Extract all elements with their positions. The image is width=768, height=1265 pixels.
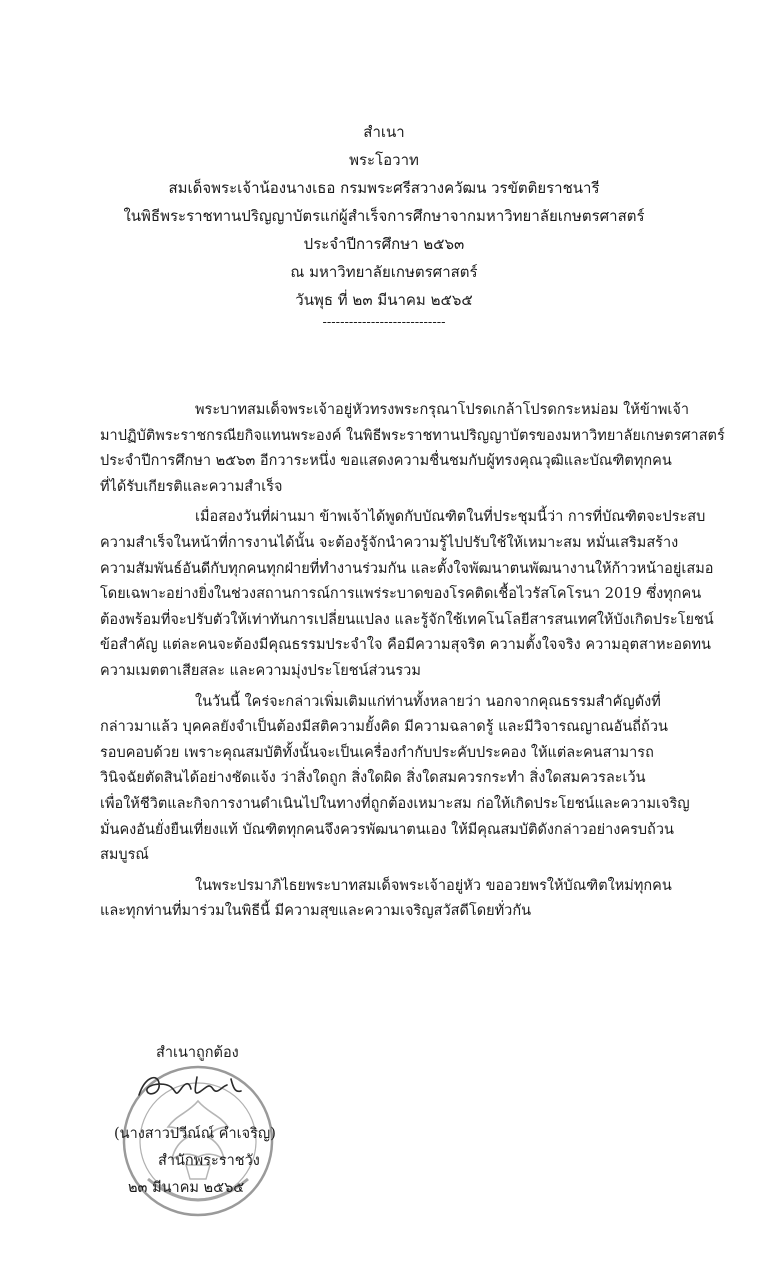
paragraph-line: ความสำเร็จในหน้าที่การงานได้นั้น จะต้องรู้จักนำความรู้ไปปรับใช้ให้เหมาะสม หมั่นเสริมสร้าง [100, 534, 679, 551]
header-line-academic-year: ประจำปีการศึกษา ๒๕๖๓ [303, 235, 465, 253]
header-line-venue: ณ มหาวิทยาลัยเกษตรศาสตร์ [290, 263, 478, 281]
header-line-speaker: สมเด็จพระเจ้าน้องนางเธอ กรมพระศรีสวางควัฒน วรขัตติยราชนารี [168, 179, 600, 197]
paragraph-line: วินิจฉัยตัดสินได้อย่างชัดแจ้ง ว่าสิ่งใดถูก สิ่งใดผิด สิ่งใดสมควรกระทำ สิ่งใดสมควรละเว้น [100, 770, 646, 787]
header-divider: ---------------------------- [322, 315, 446, 330]
document-header [0, 118, 768, 332]
certifier-name: (นางสาวปวีณ์ณ์ คำเจริญ) [114, 1126, 276, 1142]
paragraph-line: มาปฏิบัติพระราชกรณียกิจแทนพระองค์ ในพิธีพระราชทานปริญญาบัตรของมหาวิทยาลัยเกษตรศาสตร์ [100, 427, 725, 444]
paragraph-line: เมื่อสองวันที่ผ่านมา ข้าพเจ้าได้พูดกับบัณฑิตในที่ประชุมนี้ว่า การที่บัณฑิตจะประสบ [195, 509, 706, 526]
certification-block [100, 1041, 330, 1241]
paragraph-3 [100, 690, 720, 869]
paragraph-line: ในพระปรมาภิไธยพระบาทสมเด็จพระเจ้าอยู่หัว ขออวยพรให้บัณฑิตใหม่ทุกคน [195, 877, 672, 894]
paragraph-line: ความสัมพันธ์อันดีกับทุกคนทุกฝ่ายที่ทำงานร่วมกัน และตั้งใจพัฒนาตนพัฒนางานให้ก้าวหน้าอยู่เสมอ [100, 560, 714, 577]
paragraph-line: เพื่อให้ชีวิตและกิจการงานดำเนินไปในทางที่ถูกต้องเหมาะสม ก่อให้เกิดประโยชน์และความเจริญ [100, 795, 690, 812]
paragraph-4 [100, 874, 720, 925]
handwritten-signature-icon [135, 1067, 245, 1107]
header-line-ceremony: ในพิธีพระราชทานปริญญาบัตรแก่ผู้สำเร็จการศึกษาจากมหาวิทยาลัยเกษตรศาสตร์ [123, 207, 645, 225]
paragraph-line: ความเมตตาเสียสละ และความมุ่งประโยชน์ส่วนรวม [100, 662, 421, 679]
paragraph-line: สมบูรณ์ [100, 847, 149, 864]
paragraph-2 [100, 505, 720, 684]
paragraph-line: ที่ได้รับเกียรติและความสำเร็จ [100, 478, 283, 495]
header-line-date: วันพุธ ที่ ๒๓ มีนาคม ๒๕๖๕ [295, 291, 473, 309]
paragraph-line: ในวันนี้ ใคร่จะกล่าวเพิ่มเติมแก่ท่านทั้งหลายว่า นอกจากคุณธรรมสำคัญดังที่ [195, 693, 661, 710]
paragraph-line: ข้อสำคัญ แต่ละคนจะต้องมีคุณธรรมประจำใจ คือมีความสุจริต ความตั้งใจจริง ความอุตสาหะอดทน [100, 637, 711, 654]
paragraph-line: กล่าวมาแล้ว บุคคลยังจำเป็นต้องมีสติความยั้งคิด มีความฉลาดรู้ และมีวิจารณญาณอันถี่ถ้วน [100, 719, 668, 736]
paragraph-line: มั่นคงอันยั่งยืนเที่ยงแท้ บัณฑิตทุกคนจึงควรพัฒนาตนเอง ให้มีคุณสมบัติดังกล่าวอย่างครบถ้วน [100, 821, 674, 838]
paragraph-line: รอบคอบด้วย เพราะคุณสมบัติทั้งนั้นจะเป็นเครื่องกำกับประคับประคอง ให้แต่ละคนสามารถ [100, 744, 654, 761]
paragraph-line: ประจำปีการศึกษา ๒๕๖๓ อีกวาระหนึ่ง ขอแสดงความชื่นชมกับผู้ทรงคุณวุฒิและบัณฑิตทุกคน [100, 453, 672, 470]
paragraph-line: พระบาทสมเด็จพระเจ้าอยู่หัวทรงพระกรุณาโปรดเกล้าโปรดกระหม่อม ให้ข้าพเจ้า [195, 402, 690, 418]
certification-date: ๒๓ มีนาคม ๒๕๖๕ [128, 1180, 245, 1196]
header-line-title: พระโอวาท [349, 151, 419, 169]
header-line-copy-label: สำเนา [363, 123, 405, 141]
certifier-office: สำนักพระราชวัง [158, 1153, 260, 1169]
paragraph-line: โดยเฉพาะอย่างยิ่งในช่วงสถานการณ์การแพร่ระบาดของโรคติดเชื้อไวรัสโคโรนา 2019 ซึ่งทุกคน [100, 586, 702, 603]
paragraph-line: ต้องพร้อมที่จะปรับตัวให้เท่าทันการเปลี่ยนแปลง และรู้จักใช้เทคโนโลยีสารสนเทศให้บังเกิดประโยชน์ [100, 611, 714, 628]
speech-body [100, 398, 725, 925]
paragraph-1 [100, 398, 725, 500]
paragraph-line: และทุกท่านที่มาร่วมในพิธีนี้ มีความสุขและความเจริญสวัสดีโดยทั่วกัน [100, 903, 532, 920]
certified-copy-label: สำเนาถูกต้อง [156, 1045, 239, 1061]
